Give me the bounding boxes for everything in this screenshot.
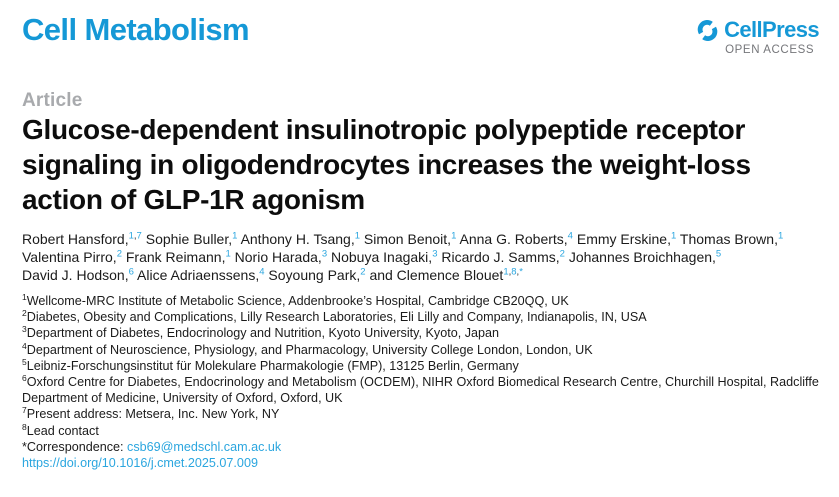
author-superscript: 4 [567,230,573,242]
cellpress-logo-icon [696,19,719,42]
author-superscript: 6 [128,266,134,278]
author-superscript: 3 [432,248,438,260]
author: Norio Harada,$^3$ [234,248,328,265]
correspondence-line [22,439,821,455]
article-type-label: Article [22,90,83,111]
author: David J. Hodson,$^6$ [22,266,134,283]
author-superscript: 4 [259,266,265,278]
author: Alice Adriaenssens,$^4$ [137,266,265,283]
article-title: Glucose-dependent insulinotropic polypeptide receptor signaling in oligodendrocytes increases the weight-loss action of GLP-1R agonism [22,114,751,215]
author: Johannes Broichhagen,$^5$ [568,248,722,265]
publisher-name: CellPress [724,17,819,42]
author-superscript: 1 [354,230,361,242]
affiliation-line: $^8$Lead contact [22,421,99,438]
author-superscript: 2 [559,248,565,260]
author-superscript: 1 [670,230,677,242]
affiliation-list [22,293,821,439]
author: Simon Benoit,$^1$ [363,230,457,247]
correspondence-email-link[interactable]: csb69@medschl.cam.ac.uk [127,439,282,454]
affiliation-line: $^1$Wellcome-MRC Institute of Metabolic Science, Addenbrooke’s Hospital, Cambridge CB20QQ, UK [22,291,569,308]
author-superscript: 1 [232,230,238,242]
affiliation-line: $^5$Leibniz-Forschungsinstitut für Molekulare Pharmakologie (FMP), 13125 Berlin, Germany [22,356,519,373]
author-superscript: 1,7 [128,230,142,242]
author-superscript: 5 [715,248,722,260]
affiliation-line: $^6$Oxford Centre for Diabetes, Endocrinology and Metabolism (OCDEM), NIHR Oxford Biomedical Research Centre, Churchill Hospital, Radcliffe Department of Medicine, University of Oxford, Oxford, UK [22,372,819,406]
correspondence-label: *Correspondence: [22,439,124,454]
author: Ricardo J. Samms,$^2$ [441,248,565,265]
author: Emmy Erskine,$^1$ [576,230,677,247]
author: Soyoung Park,$^2$ [268,266,366,283]
author: Anna G. Roberts,$^4$ [459,230,573,247]
affiliation-line: $^4$Department of Neuroscience, Physiology, and Pharmacology, University College London, London, UK [22,340,593,357]
author: Valentina Pirro,$^2$ [22,248,122,265]
author-superscript: 3 [321,248,328,260]
affiliation-line: $^7$Present address: Metsera, Inc. New York, NY [22,405,280,422]
author-superscript: 1 [451,230,457,242]
affiliation-line: $^3$Department of Diabetes, Endocrinology and Nutrition, Kyoto University, Kyoto, Japan [22,324,500,341]
author: Frank Reimann,$^1$ [125,248,231,265]
author: Robert Hansford,$^{1,7}$ [22,230,142,247]
author-superscript: 1,8,* [503,266,523,278]
author-superscript: 1 [777,230,784,242]
author-superscript: 2 [116,248,122,260]
author: and Clemence Blouet$^{1,8,*}$ [369,266,523,283]
affiliation-line: $^2$Diabetes, Obesity and Complications, Lilly Research Laboratories, Eli Lilly and Company, Indianapolis, IN, USA [22,308,647,325]
author-superscript: 1 [225,248,231,260]
journal-title: Cell Metabolism [22,12,249,47]
open-access-label: OPEN ACCESS [725,44,815,56]
author: Sophie Buller,$^1$ [145,230,238,247]
author-superscript: 2 [360,266,366,278]
author-list [22,230,821,284]
doi-link[interactable]: https://doi.org/10.1016/j.cmet.2025.07.009 [22,456,258,471]
page-header [22,12,821,56]
publisher-brand [696,18,819,56]
author: Nobuya Inagaki,$^3$ [331,248,438,265]
author: Thomas Brown,$^1$ [679,230,784,247]
author: Anthony H. Tsang,$^1$ [240,230,361,247]
doi-line [22,455,821,471]
footer-links [22,439,821,471]
